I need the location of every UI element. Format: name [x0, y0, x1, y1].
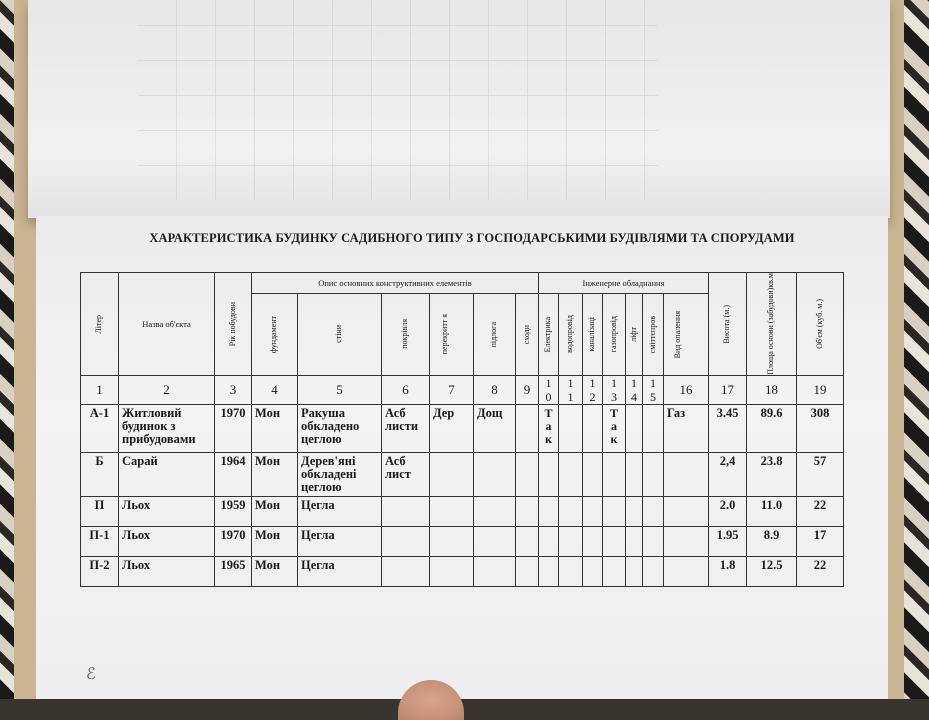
column-number: 6	[382, 375, 430, 404]
column-number: 17	[709, 375, 747, 404]
column-number: 4	[252, 375, 298, 404]
pen-mark: ℰ	[86, 664, 96, 683]
cell-stairs	[516, 526, 539, 556]
cell-name: Житловий будинок з прибудовами	[119, 404, 215, 452]
cell-lift	[626, 404, 643, 452]
cell-liter: Б	[81, 452, 119, 496]
cell-walls: Цегла	[298, 556, 382, 586]
column-number: 1 3	[603, 375, 626, 404]
cell-area: 8.9	[747, 526, 797, 556]
header-roof: покрівля	[382, 293, 430, 375]
header-overlap: перекритт я	[430, 293, 474, 375]
cell-garbage	[643, 404, 664, 452]
column-number: 16	[664, 375, 709, 404]
cell-area: 89.6	[747, 404, 797, 452]
bleed-through-table	[138, 0, 658, 200]
column-number: 8	[474, 375, 516, 404]
cell-name: Льох	[119, 556, 215, 586]
column-number: 1 2	[583, 375, 603, 404]
table-row	[81, 556, 844, 586]
cell-volume: 17	[797, 526, 844, 556]
cell-foundation: Мон	[252, 526, 298, 556]
cell-overlap: Дер	[430, 404, 474, 452]
column-number: 1 5	[643, 375, 664, 404]
header-group-engineering: Інженерне обладнання	[539, 273, 709, 294]
header-walls: стіни	[298, 293, 382, 375]
cell-water	[559, 404, 583, 452]
cell-electric: Т а к	[539, 404, 559, 452]
header-area: Площа основи (забудови)кв.м	[747, 273, 797, 376]
header-liter: Літер	[81, 273, 119, 376]
cell-walls: Цегла	[298, 526, 382, 556]
cell-floor	[474, 496, 516, 526]
cell-sewer	[583, 556, 603, 586]
cell-stairs	[516, 452, 539, 496]
cell-floor	[474, 452, 516, 496]
cell-water	[559, 556, 583, 586]
cell-sewer	[583, 404, 603, 452]
cell-stairs	[516, 496, 539, 526]
cell-height: 1.8	[709, 556, 747, 586]
cell-walls: Ракуша обкладено цеглою	[298, 404, 382, 452]
column-number: 1	[81, 375, 119, 404]
cell-electric	[539, 496, 559, 526]
cell-lift	[626, 556, 643, 586]
characteristics-table	[80, 272, 844, 587]
cell-height: 3.45	[709, 404, 747, 452]
cell-water	[559, 496, 583, 526]
cell-gas	[603, 452, 626, 496]
header-volume: Об'єм (куб. м.)	[797, 273, 844, 376]
cell-stairs	[516, 556, 539, 586]
cell-gas	[603, 526, 626, 556]
header-water: водопровід	[559, 293, 583, 375]
cell-area: 11.0	[747, 496, 797, 526]
column-number: 7	[430, 375, 474, 404]
cell-water	[559, 452, 583, 496]
column-number: 2	[119, 375, 215, 404]
cell-foundation: Мон	[252, 556, 298, 586]
table-row	[81, 404, 844, 452]
cell-foundation: Мон	[252, 452, 298, 496]
header-name: Назва об'єкта	[119, 273, 215, 376]
cell-lift	[626, 496, 643, 526]
table-row	[81, 496, 844, 526]
header-sewer: каналізаці	[583, 293, 603, 375]
header-height: Висота (м.)	[709, 273, 747, 376]
cell-name: Льох	[119, 526, 215, 556]
cell-overlap	[430, 556, 474, 586]
header-gas: газопровід	[603, 293, 626, 375]
cell-year: 1970	[215, 404, 252, 452]
column-number: 18	[747, 375, 797, 404]
cell-garbage	[643, 526, 664, 556]
cell-walls: Дерев'яні обкладені цеглою	[298, 452, 382, 496]
cell-gas	[603, 556, 626, 586]
cell-year: 1965	[215, 556, 252, 586]
cell-electric	[539, 452, 559, 496]
cell-height: 1.95	[709, 526, 747, 556]
cell-year: 1959	[215, 496, 252, 526]
cell-area: 12.5	[747, 556, 797, 586]
cell-lift	[626, 526, 643, 556]
cell-foundation: Мон	[252, 404, 298, 452]
cell-liter: А-1	[81, 404, 119, 452]
cell-heating: Газ	[664, 404, 709, 452]
cell-volume: 22	[797, 496, 844, 526]
header-stairs: сходи	[516, 293, 539, 375]
cell-roof	[382, 526, 430, 556]
column-number: 1 4	[626, 375, 643, 404]
page-title: ХАРАКТЕРИСТИКА БУДИНКУ САДИБНОГО ТИПУ З ГОСПОДАРСЬКИМИ БУДІВЛЯМИ ТА СПОРУДАМИ	[149, 231, 795, 245]
cell-height: 2,4	[709, 452, 747, 496]
cell-heating	[664, 556, 709, 586]
cell-volume: 57	[797, 452, 844, 496]
cell-liter: П	[81, 496, 119, 526]
cell-area: 23.8	[747, 452, 797, 496]
cell-garbage	[643, 452, 664, 496]
header-floor: підлога	[474, 293, 516, 375]
column-number: 9	[516, 375, 539, 404]
column-number: 3	[215, 375, 252, 404]
cell-roof: Асб лист	[382, 452, 430, 496]
column-number: 1 0	[539, 375, 559, 404]
cell-year: 1970	[215, 526, 252, 556]
column-number: 1 1	[559, 375, 583, 404]
cell-sewer	[583, 452, 603, 496]
cell-sewer	[583, 496, 603, 526]
cell-heating	[664, 526, 709, 556]
cell-overlap	[430, 452, 474, 496]
cell-heating	[664, 452, 709, 496]
cell-year: 1964	[215, 452, 252, 496]
header-group-construction: Опис основних конструктивних елементів	[252, 273, 539, 294]
cell-floor	[474, 556, 516, 586]
cell-stairs	[516, 404, 539, 452]
cell-walls: Цегла	[298, 496, 382, 526]
cell-roof: Асб листи	[382, 404, 430, 452]
column-number: 19	[797, 375, 844, 404]
cell-water	[559, 526, 583, 556]
cell-overlap	[430, 496, 474, 526]
cell-overlap	[430, 526, 474, 556]
table-row	[81, 452, 844, 496]
cell-height: 2.0	[709, 496, 747, 526]
header-year: Рік побудови	[215, 273, 252, 376]
cell-roof	[382, 556, 430, 586]
cell-liter: П-2	[81, 556, 119, 586]
cell-foundation: Мон	[252, 496, 298, 526]
cell-floor	[474, 526, 516, 556]
cell-electric	[539, 556, 559, 586]
cell-name: Сарай	[119, 452, 215, 496]
cell-lift	[626, 452, 643, 496]
cell-electric	[539, 526, 559, 556]
cell-gas: Т а к	[603, 404, 626, 452]
cell-garbage	[643, 496, 664, 526]
header-garbage: сміттєпров	[643, 293, 664, 375]
header-electric: Електрика	[539, 293, 559, 375]
header-foundation: фундамент	[252, 293, 298, 375]
previous-page	[28, 0, 890, 218]
cell-volume: 308	[797, 404, 844, 452]
header-lift: ліфт	[626, 293, 643, 375]
cell-liter: П-1	[81, 526, 119, 556]
column-number: 5	[298, 375, 382, 404]
cell-volume: 22	[797, 556, 844, 586]
cell-name: Льох	[119, 496, 215, 526]
cell-roof	[382, 496, 430, 526]
header-heating: Вид опалення	[664, 293, 709, 375]
cell-sewer	[583, 526, 603, 556]
cell-heating	[664, 496, 709, 526]
cell-gas	[603, 496, 626, 526]
table-row	[81, 526, 844, 556]
cell-floor: Дощ	[474, 404, 516, 452]
cell-garbage	[643, 556, 664, 586]
